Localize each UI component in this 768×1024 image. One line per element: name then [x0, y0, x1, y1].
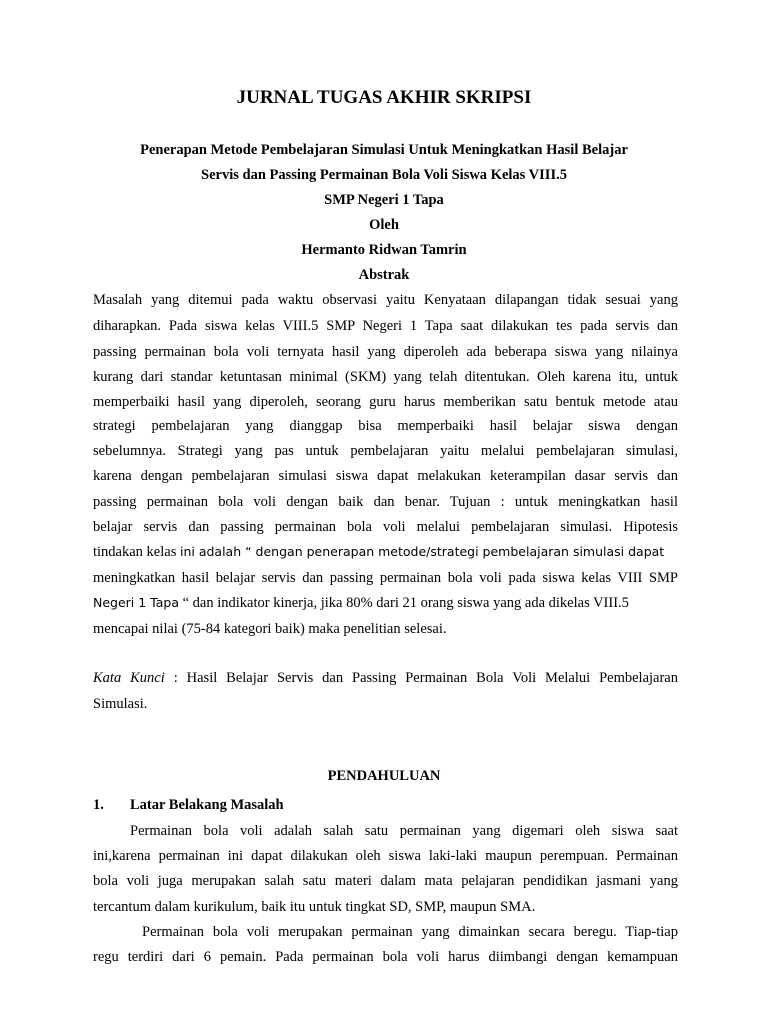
- abstract-line: karena dengan pembelajaran simulasi siswa dapat melakukan keterampilan dasar servis dan: [93, 468, 678, 484]
- section-title: Latar Belakang Masalah: [130, 797, 284, 813]
- abstract-line: memperbaiki hasil yang diperoleh, seorang guru harus memberikan satu bentuk metode atau: [93, 394, 678, 410]
- school-name: SMP Negeri 1 Tapa: [324, 192, 444, 208]
- abstract-line: [93, 542, 678, 562]
- abstract-line-serif-part: “ dan indikator kinerja, jika 80% dari 21 orang siswa yang ada dikelas VIII.5: [179, 595, 629, 611]
- author-name: Hermanto Ridwan Tamrin: [301, 242, 467, 258]
- abstract-line: meningkatkan hasil belajar servis dan passing permainan bola voli pada siswa kelas VIII SMP: [93, 570, 678, 586]
- abstract-heading: Abstrak: [358, 267, 410, 283]
- paragraph-line: ini,karena permainan ini dapat dilakukan oleh siswa laki-laki maupun perempuan. Permainan: [93, 848, 678, 864]
- keywords-line: Simulasi.: [93, 696, 148, 712]
- by-label: Oleh: [369, 217, 399, 233]
- section-number: 1.: [93, 797, 104, 813]
- paragraph-line: regu terdiri dari 6 pemain. Pada permainan bola voli harus diimbangi dengan kemampuan: [93, 949, 678, 965]
- journal-title: JURNAL TUGAS AKHIR SKRIPSI: [236, 87, 532, 108]
- keywords-line: [93, 668, 678, 688]
- paragraph-line: bola voli juga merupakan salah satu materi dalam mata pelajaran pendidikan jasmani yang: [93, 873, 678, 889]
- paragraph-line: Permainan bola voli adalah salah satu permainan yang digemari oleh siswa saat: [130, 823, 678, 839]
- abstract-line-serif-part: tindakan kelas: [93, 544, 180, 560]
- abstract-line-sans-part: Negeri 1 Tapa: [93, 595, 179, 610]
- paper-title-line-1: Penerapan Metode Pembelajaran Simulasi Untuk Meningkatkan Hasil Belajar: [140, 142, 628, 158]
- paragraph-line: tercantum dalam kurikulum, baik itu untuk tingkat SD, SMP, maupun SMA.: [93, 899, 536, 915]
- abstract-line: passing permainan bola voli dengan baik dan benar. Tujuan : untuk meningkatkan hasil: [93, 494, 678, 510]
- abstract-line: kurang dari standar ketuntasan minimal (SKM) yang telah ditentukan. Oleh karena itu, untuk: [93, 369, 678, 385]
- keywords-label: Kata Kunci: [93, 670, 165, 686]
- abstract-line: sebelumnya. Strategi yang pas untuk pembelajaran yaitu melalui pembelajaran simulasi,: [93, 443, 678, 459]
- paragraph-line: Permainan bola voli merupakan permainan yang dimainkan secara beregu. Tiap-tiap: [142, 924, 678, 940]
- intro-heading: PENDAHULUAN: [327, 768, 441, 784]
- abstract-line: Masalah yang ditemui pada waktu observasi yaitu Kenyataan dilapangan tidak sesuai yang: [93, 292, 678, 308]
- abstract-line: belajar servis dan passing permainan bola voli melalui pembelajaran simulasi. Hipotesis: [93, 519, 678, 535]
- abstract-line-sans-part: ini adalah “ dengan penerapan metode/strategi pembelajaran simulasi dapat: [179, 544, 665, 559]
- abstract-line: passing permainan bola voli ternyata hasil yang diperoleh ada beberapa siswa yang nilainya: [93, 344, 678, 360]
- abstract-line: diharapkan. Pada siswa kelas VIII.5 SMP Negeri 1 Tapa saat dilakukan tes pada servis dan: [93, 318, 678, 334]
- abstract-line: strategi pembelajaran yang dianggap bisa memperbaiki hasil belajar siswa dengan: [93, 418, 678, 434]
- keywords-text: : Hasil Belajar Servis dan Passing Permainan Bola Voli Melalui Pembelajaran: [164, 670, 678, 686]
- paper-title-line-2: Servis dan Passing Permainan Bola Voli Siswa Kelas VIII.5: [201, 167, 567, 183]
- abstract-line: [93, 593, 678, 613]
- abstract-line: mencapai nilai (75-84 kategori baik) maka penelitian selesai.: [93, 621, 447, 637]
